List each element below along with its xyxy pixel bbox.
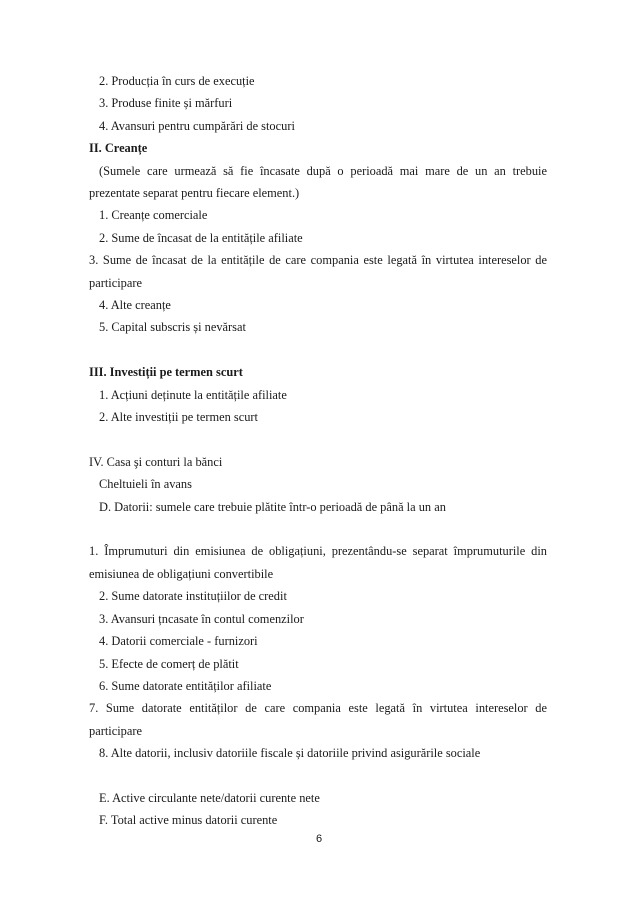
section-heading: IV. Casa şi conturi la bănci xyxy=(89,454,223,469)
list-item: 1. Acțiuni deținute la entitățile afiliate xyxy=(99,387,287,402)
list-item: 4. Alte creanțe xyxy=(99,298,171,313)
list-item: 2. Sume datorate instituțiilor de credit xyxy=(99,589,287,604)
list-item: 2. Alte investiții pe termen scurt xyxy=(99,410,258,425)
list-item: 8. Alte datorii, inclusiv datoriile fiscale și datoriile privind asigurările sociale xyxy=(99,746,481,761)
spacer xyxy=(89,428,547,450)
list-item: 6. Sume datorate entităților afiliate xyxy=(99,678,272,693)
list-item: Cheltuieli în avans xyxy=(99,477,192,492)
list-item: 7. Sume datorate entităților de care compania este legată în virtutea intereselor de xyxy=(89,701,547,716)
list-item: 3. Avansuri țncasate în contul comenzilor xyxy=(99,611,304,626)
list-item: emisiunea de obligațiuni convertibile xyxy=(89,566,274,581)
spacer xyxy=(89,765,547,787)
note-text: (Sumele care urmează să fie încasate după o perioadă mai mare de un an trebuie xyxy=(99,163,547,178)
list-item: 5. Efecte de comerț de plătit xyxy=(99,656,239,671)
list-item: 3. Produse finite și mărfuri xyxy=(99,96,233,111)
list-item: 5. Capital subscris și nevărsat xyxy=(99,320,246,335)
list-item: 4. Avansuri pentru cumpărări de stocuri xyxy=(99,118,295,133)
list-item: 2. Sume de încasat de la entitățile afiliate xyxy=(99,230,303,245)
section-heading: F. Total active minus datorii curente xyxy=(99,813,278,828)
list-item: 1. Creanțe comerciale xyxy=(99,208,208,223)
list-item: participare xyxy=(89,275,142,290)
list-item: 3. Sume de încasat de la entitățile de care compania este legată în virtutea intereselor de xyxy=(89,253,547,268)
page-body xyxy=(89,70,547,832)
note-text: prezentate separat pentru fiecare element.) xyxy=(89,186,300,201)
page-number: 6 xyxy=(315,833,323,845)
spacer xyxy=(89,518,547,540)
list-item: participare xyxy=(89,723,142,738)
section-heading: III. Investiții pe termen scurt xyxy=(89,365,243,380)
section-heading: II. Creanțe xyxy=(89,141,148,156)
list-item: 1. Împrumuturi din emisiunea de obligațiuni, prezentându-se separat împrumuturile din xyxy=(89,544,547,559)
section-heading: E. Active circulante nete/datorii curente nete xyxy=(99,790,320,805)
list-item: 4. Datorii comerciale - furnizori xyxy=(99,634,258,649)
section-heading: D. Datorii: sumele care trebuie plătite într-o perioadă de până la un an xyxy=(99,499,446,514)
list-item: 2. Producția în curs de execuție xyxy=(99,74,255,88)
spacer xyxy=(89,339,547,361)
